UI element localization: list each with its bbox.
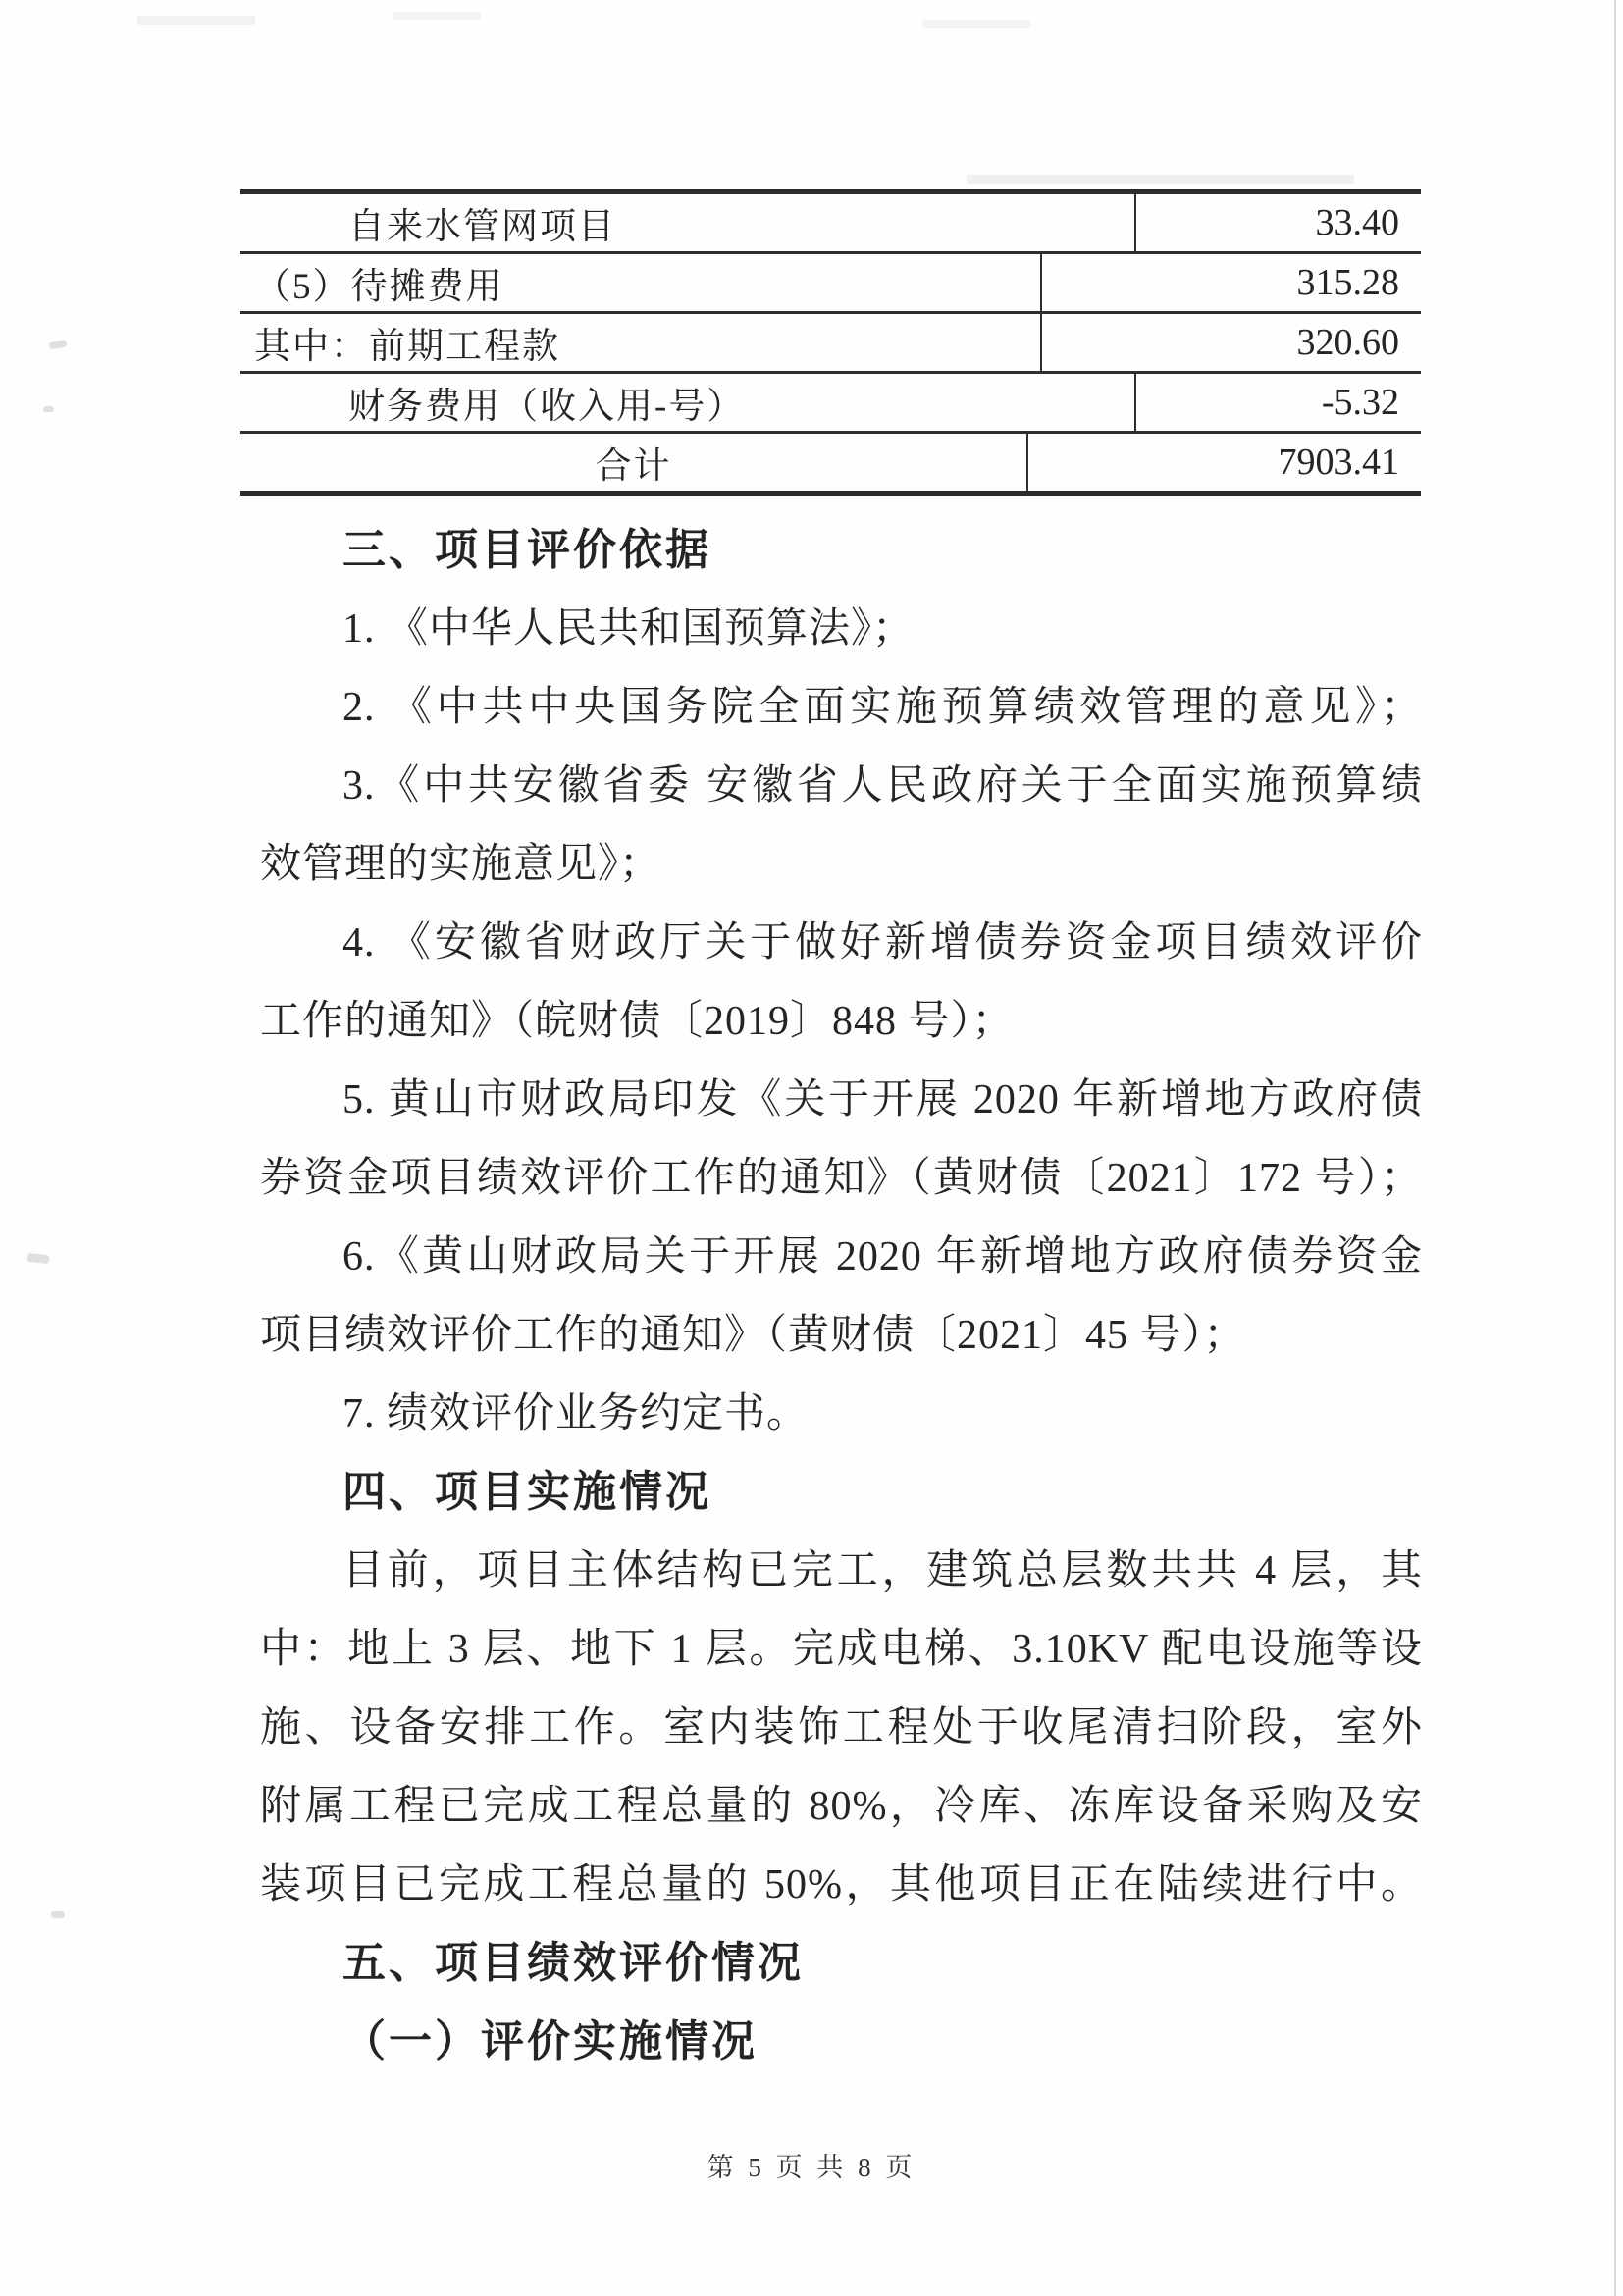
text-line: 效管理的实施意见》； <box>260 842 662 887</box>
scan-smudge <box>137 16 255 25</box>
text-line: 项目绩效评价工作的通知》（黄财债〔2021〕45 号）； <box>260 1313 1246 1358</box>
scan-noise-mark <box>51 1911 65 1918</box>
document-body <box>260 511 1423 2081</box>
fee-table <box>240 189 1421 496</box>
text-line: 6.《黄山财政局关于开展 2020 年新增地方政府债券资金 <box>342 1234 1423 1279</box>
row-value: 33.40 <box>1315 202 1399 243</box>
row-value: 315.28 <box>1296 262 1399 303</box>
section-heading: 三、项目评价依据 <box>342 526 711 574</box>
scan-smudge <box>393 12 481 20</box>
row-value-total: 7903.41 <box>1278 442 1399 483</box>
scan-smudge <box>922 20 1030 28</box>
text-line: 施、设备安排工作。室内装饰工程处于收尾清扫阶段，室外 <box>260 1705 1423 1750</box>
scan-noise-mark <box>49 340 68 349</box>
text-line: 中：地上 3 层、地下 1 层。完成电梯、3.10KV 配电设施等设 <box>260 1627 1423 1672</box>
text-line: 1. 《中华人民共和国预算法》； <box>342 606 916 652</box>
scan-noise-mark <box>27 1253 50 1264</box>
table-row <box>240 254 1421 314</box>
text-line: 券资金项目绩效评价工作的通知》（黄财债〔2021〕172 号）； <box>260 1156 1423 1201</box>
table-row-total <box>240 434 1421 491</box>
text-line: 目前，项目主体结构已完工，建筑总层数共共 4 层，其 <box>342 1548 1423 1593</box>
text-line: 7. 绩效评价业务约定书。 <box>342 1391 810 1436</box>
text-line: 附属工程已完成工程总量的 80%，冷库、冻库设备采购及安 <box>260 1784 1423 1829</box>
table-row <box>240 194 1421 254</box>
row-label: 财务费用（收入用-号） <box>240 374 1136 431</box>
row-value: 320.60 <box>1296 322 1399 363</box>
text-line: 4. 《安徽省财政厅关于做好新增债券资金项目绩效评价 <box>342 920 1423 965</box>
row-label-total: 合计 <box>240 434 1028 491</box>
table-row <box>240 374 1421 434</box>
scan-noise-mark <box>43 406 54 412</box>
section-heading: 四、项目实施情况 <box>342 1468 711 1516</box>
row-label: 自来水管网项目 <box>240 194 1136 251</box>
text-line: 工作的通知》（皖财债〔2019〕848 号）； <box>260 999 1015 1044</box>
text-line: 2. 《中共中央国务院全面实施预算绩效管理的意见》； <box>342 685 1423 730</box>
row-value: -5.32 <box>1321 382 1399 423</box>
text-line: 5. 黄山市财政局印发《关于开展 2020 年新增地方政府债 <box>342 1077 1423 1122</box>
row-label: 其中：前期工程款 <box>240 314 1042 371</box>
subsection-heading: （一）评价实施情况 <box>342 2017 758 2065</box>
page-footer: 第 5 页 共 8 页 <box>707 2153 916 2182</box>
text-line: 3.《中共安徽省委 安徽省人民政府关于全面实施预算绩 <box>342 763 1423 809</box>
section-heading: 五、项目绩效评价情况 <box>342 1939 804 1987</box>
table-row <box>240 314 1421 374</box>
text-line: 装项目已完成工程总量的 50%，其他项目正在陆续进行中。 <box>260 1862 1423 1907</box>
row-label: （5）待摊费用 <box>240 254 1042 311</box>
scan-edge-line <box>1614 0 1616 2296</box>
scan-smudge <box>967 175 1354 184</box>
